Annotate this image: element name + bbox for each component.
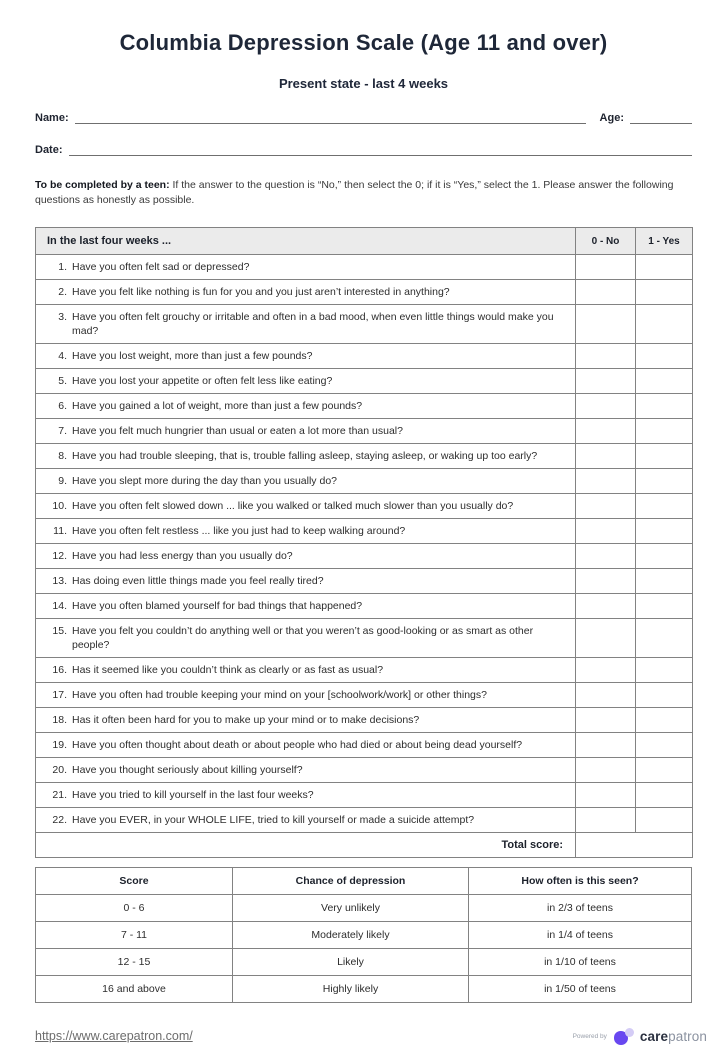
question-number: 18. — [52, 714, 67, 726]
question-text — [36, 758, 576, 783]
question-number: 19. — [52, 739, 67, 751]
question-label: Have you thought seriously about killing yourself? — [72, 764, 303, 776]
brand-name-patron: patron — [668, 1028, 707, 1044]
question-row — [36, 419, 693, 444]
question-text — [36, 344, 576, 369]
score-header-frequency: How often is this seen? — [469, 868, 692, 895]
question-row — [36, 783, 693, 808]
question-label: Have you often had trouble keeping your mind on your [schoolwork/work] or other things? — [72, 689, 487, 701]
age-field[interactable] — [630, 109, 692, 124]
question-number: 22. — [52, 814, 67, 826]
question-text — [36, 594, 576, 619]
question-row — [36, 394, 693, 419]
answer-no-cell[interactable] — [576, 619, 636, 658]
question-text — [36, 708, 576, 733]
question-number: 13. — [52, 575, 67, 587]
question-row — [36, 733, 693, 758]
score-range: 16 and above — [36, 976, 233, 1003]
name-label: Name: — [35, 112, 69, 124]
score-row — [36, 895, 692, 922]
question-row — [36, 544, 693, 569]
questionnaire-header-yes: 1 - Yes — [636, 228, 693, 255]
answer-yes-cell[interactable] — [636, 544, 693, 569]
answer-no-cell[interactable] — [576, 519, 636, 544]
question-number: 9. — [58, 475, 67, 487]
answer-no-cell[interactable] — [576, 305, 636, 344]
question-text — [36, 419, 576, 444]
question-number: 15. — [52, 625, 67, 637]
question-label: Have you often felt slowed down ... like you walked or talked much slower than you usually do? — [72, 500, 514, 512]
brand-name-care: care — [639, 1028, 669, 1044]
question-text — [36, 519, 576, 544]
question-label: Have you lost weight, more than just a few pounds? — [72, 350, 313, 362]
question-label: Have you had trouble sleeping, that is, trouble falling asleep, staying asleep, or waking up too early? — [72, 450, 538, 462]
answer-yes-cell[interactable] — [636, 658, 693, 683]
answer-no-cell[interactable] — [576, 594, 636, 619]
question-text — [36, 619, 576, 658]
score-frequency: in 2/3 of teens — [469, 895, 692, 922]
answer-no-cell[interactable] — [576, 369, 636, 394]
question-row — [36, 494, 693, 519]
question-text — [36, 494, 576, 519]
carepatron-brand — [573, 1027, 707, 1045]
answer-no-cell[interactable] — [576, 569, 636, 594]
question-number: 1. — [58, 261, 67, 273]
question-text — [36, 369, 576, 394]
answer-yes-cell[interactable] — [636, 305, 693, 344]
question-label: Have you felt like nothing is fun for you and you just aren’t interested in anything? — [72, 286, 450, 298]
answer-yes-cell[interactable] — [636, 708, 693, 733]
answer-no-cell[interactable] — [576, 394, 636, 419]
question-label: Have you often felt restless ... like you just had to keep walking around? — [72, 525, 406, 537]
question-text — [36, 394, 576, 419]
question-text — [36, 808, 576, 833]
question-label: Has it often been hard for you to make up your mind or to make decisions? — [72, 714, 420, 726]
question-label: Have you had less energy than you usually do? — [72, 550, 293, 562]
answer-yes-cell[interactable] — [636, 419, 693, 444]
website-link[interactable]: https://www.carepatron.com/ — [35, 1029, 193, 1043]
question-label: Have you often felt sad or depressed? — [72, 261, 250, 273]
question-row — [36, 808, 693, 833]
score-range: 12 - 15 — [36, 949, 233, 976]
question-row — [36, 708, 693, 733]
question-label: Have you lost your appetite or often felt less like eating? — [72, 375, 333, 387]
instructions-text: If the answer to the question is “No,” then select the 0; if it is “Yes,” select the 1. Please answer the following questions as honestly as possible. — [35, 179, 674, 206]
date-field[interactable] — [69, 141, 692, 156]
question-text — [36, 280, 576, 305]
question-number: 5. — [58, 375, 67, 387]
question-number: 14. — [52, 600, 67, 612]
question-text — [36, 305, 576, 344]
age-label: Age: — [599, 112, 624, 124]
answer-no-cell[interactable] — [576, 708, 636, 733]
question-number: 7. — [58, 425, 67, 437]
score-frequency: in 1/4 of teens — [469, 922, 692, 949]
total-score-row — [36, 833, 693, 858]
answer-yes-cell[interactable] — [636, 733, 693, 758]
question-row — [36, 658, 693, 683]
question-row — [36, 619, 693, 658]
date-label: Date: — [35, 144, 63, 156]
score-range: 7 - 11 — [36, 922, 233, 949]
question-text — [36, 783, 576, 808]
score-chance: Likely — [233, 949, 469, 976]
answer-no-cell[interactable] — [576, 255, 636, 280]
question-row — [36, 344, 693, 369]
questionnaire-header-row — [36, 228, 693, 255]
answer-no-cell[interactable] — [576, 444, 636, 469]
question-text — [36, 469, 576, 494]
answer-no-cell[interactable] — [576, 419, 636, 444]
question-label: Have you EVER, in your WHOLE LIFE, tried to kill yourself or made a suicide attempt? — [72, 814, 475, 826]
question-row — [36, 444, 693, 469]
answer-no-cell[interactable] — [576, 758, 636, 783]
question-number: 6. — [58, 400, 67, 412]
question-text — [36, 569, 576, 594]
date-row — [35, 141, 692, 156]
question-number: 8. — [58, 450, 67, 462]
questionnaire-header-question: In the last four weeks ... — [36, 228, 576, 255]
question-row — [36, 369, 693, 394]
question-label: Have you felt much hungrier than usual or eaten a lot more than usual? — [72, 425, 403, 437]
page-title: Columbia Depression Scale (Age 11 and over) — [119, 30, 608, 55]
answer-yes-cell[interactable] — [636, 519, 693, 544]
answer-yes-cell[interactable] — [636, 594, 693, 619]
questionnaire-header-no: 0 - No — [576, 228, 636, 255]
question-row — [36, 469, 693, 494]
answer-no-cell[interactable] — [576, 280, 636, 305]
score-header-score: Score — [36, 868, 233, 895]
score-chance: Moderately likely — [233, 922, 469, 949]
question-label: Has it seemed like you couldn’t think as clearly or as fast as usual? — [72, 664, 384, 676]
instructions — [35, 178, 692, 208]
page-subtitle: Present state - last 4 weeks — [278, 76, 449, 91]
question-row — [36, 305, 693, 344]
answer-no-cell[interactable] — [576, 544, 636, 569]
questionnaire-table — [35, 227, 693, 858]
question-row — [36, 280, 693, 305]
question-label: Have you felt you couldn’t do anything well or that you weren’t as good-looking or as smart as other people? — [72, 625, 534, 651]
score-chance: Very unlikely — [233, 895, 469, 922]
question-label: Have you slept more during the day than you usually do? — [72, 475, 337, 487]
answer-yes-cell[interactable] — [636, 808, 693, 833]
question-text — [36, 544, 576, 569]
score-range: 0 - 6 — [36, 895, 233, 922]
question-row — [36, 255, 693, 280]
name-field[interactable] — [75, 109, 586, 124]
score-row — [36, 976, 692, 1003]
total-score-label: Total score: — [36, 833, 576, 858]
question-label: Have you tried to kill yourself in the last four weeks? — [72, 789, 314, 801]
answer-yes-cell[interactable] — [636, 369, 693, 394]
question-row — [36, 758, 693, 783]
question-number: 20. — [52, 764, 67, 776]
answer-yes-cell[interactable] — [636, 783, 693, 808]
answer-no-cell[interactable] — [576, 808, 636, 833]
question-number: 4. — [58, 350, 67, 362]
answer-yes-cell[interactable] — [636, 255, 693, 280]
score-row — [36, 949, 692, 976]
question-number: 21. — [52, 789, 67, 801]
score-frequency: in 1/10 of teens — [469, 949, 692, 976]
question-row — [36, 569, 693, 594]
answer-yes-cell[interactable] — [636, 444, 693, 469]
answer-yes-cell[interactable] — [636, 469, 693, 494]
brand-name — [640, 1029, 707, 1044]
question-number: 3. — [58, 311, 67, 323]
question-text — [36, 683, 576, 708]
answer-no-cell[interactable] — [576, 683, 636, 708]
answer-yes-cell[interactable] — [636, 494, 693, 519]
score-header-chance: Chance of depression — [233, 868, 469, 895]
question-label: Have you often thought about death or about people who had died or about being dead yourself? — [72, 739, 523, 751]
score-table-header-row — [36, 868, 692, 895]
powered-by-label: Powered by — [572, 1032, 607, 1040]
total-score-cell[interactable] — [576, 833, 693, 858]
answer-no-cell[interactable] — [576, 469, 636, 494]
question-label: Have you gained a lot of weight, more than just a few pounds? — [72, 400, 363, 412]
score-row — [36, 922, 692, 949]
question-number: 16. — [52, 664, 67, 676]
score-frequency: in 1/50 of teens — [469, 976, 692, 1003]
score-chance: Highly likely — [233, 976, 469, 1003]
answer-yes-cell[interactable] — [636, 758, 693, 783]
answer-yes-cell[interactable] — [636, 619, 693, 658]
answer-no-cell[interactable] — [576, 733, 636, 758]
question-number: 12. — [52, 550, 67, 562]
answer-yes-cell[interactable] — [636, 344, 693, 369]
question-label: Have you often blamed yourself for bad things that happened? — [72, 600, 363, 612]
question-label: Has doing even little things made you feel really tired? — [72, 575, 324, 587]
answer-no-cell[interactable] — [576, 494, 636, 519]
score-interpretation-table — [35, 867, 692, 1003]
answer-yes-cell[interactable] — [636, 569, 693, 594]
answer-yes-cell[interactable] — [636, 394, 693, 419]
question-row — [36, 683, 693, 708]
answer-yes-cell[interactable] — [636, 683, 693, 708]
question-text — [36, 733, 576, 758]
question-text — [36, 444, 576, 469]
name-age-row — [35, 109, 692, 124]
question-text — [36, 255, 576, 280]
carepatron-logo-icon — [614, 1027, 635, 1045]
question-label: Have you often felt grouchy or irritable and often in a bad mood, when even little things would make you mad? — [72, 311, 554, 337]
answer-no-cell[interactable] — [576, 344, 636, 369]
question-number: 10. — [52, 500, 67, 512]
question-text — [36, 658, 576, 683]
instructions-lead: To be completed by a teen: — [35, 179, 170, 191]
answer-no-cell[interactable] — [576, 658, 636, 683]
answer-no-cell[interactable] — [576, 783, 636, 808]
page-footer — [35, 1027, 707, 1045]
question-row — [36, 519, 693, 544]
question-number: 17. — [52, 689, 67, 701]
question-number: 2. — [58, 286, 67, 298]
question-row — [36, 594, 693, 619]
answer-yes-cell[interactable] — [636, 280, 693, 305]
question-number: 11. — [53, 525, 67, 537]
